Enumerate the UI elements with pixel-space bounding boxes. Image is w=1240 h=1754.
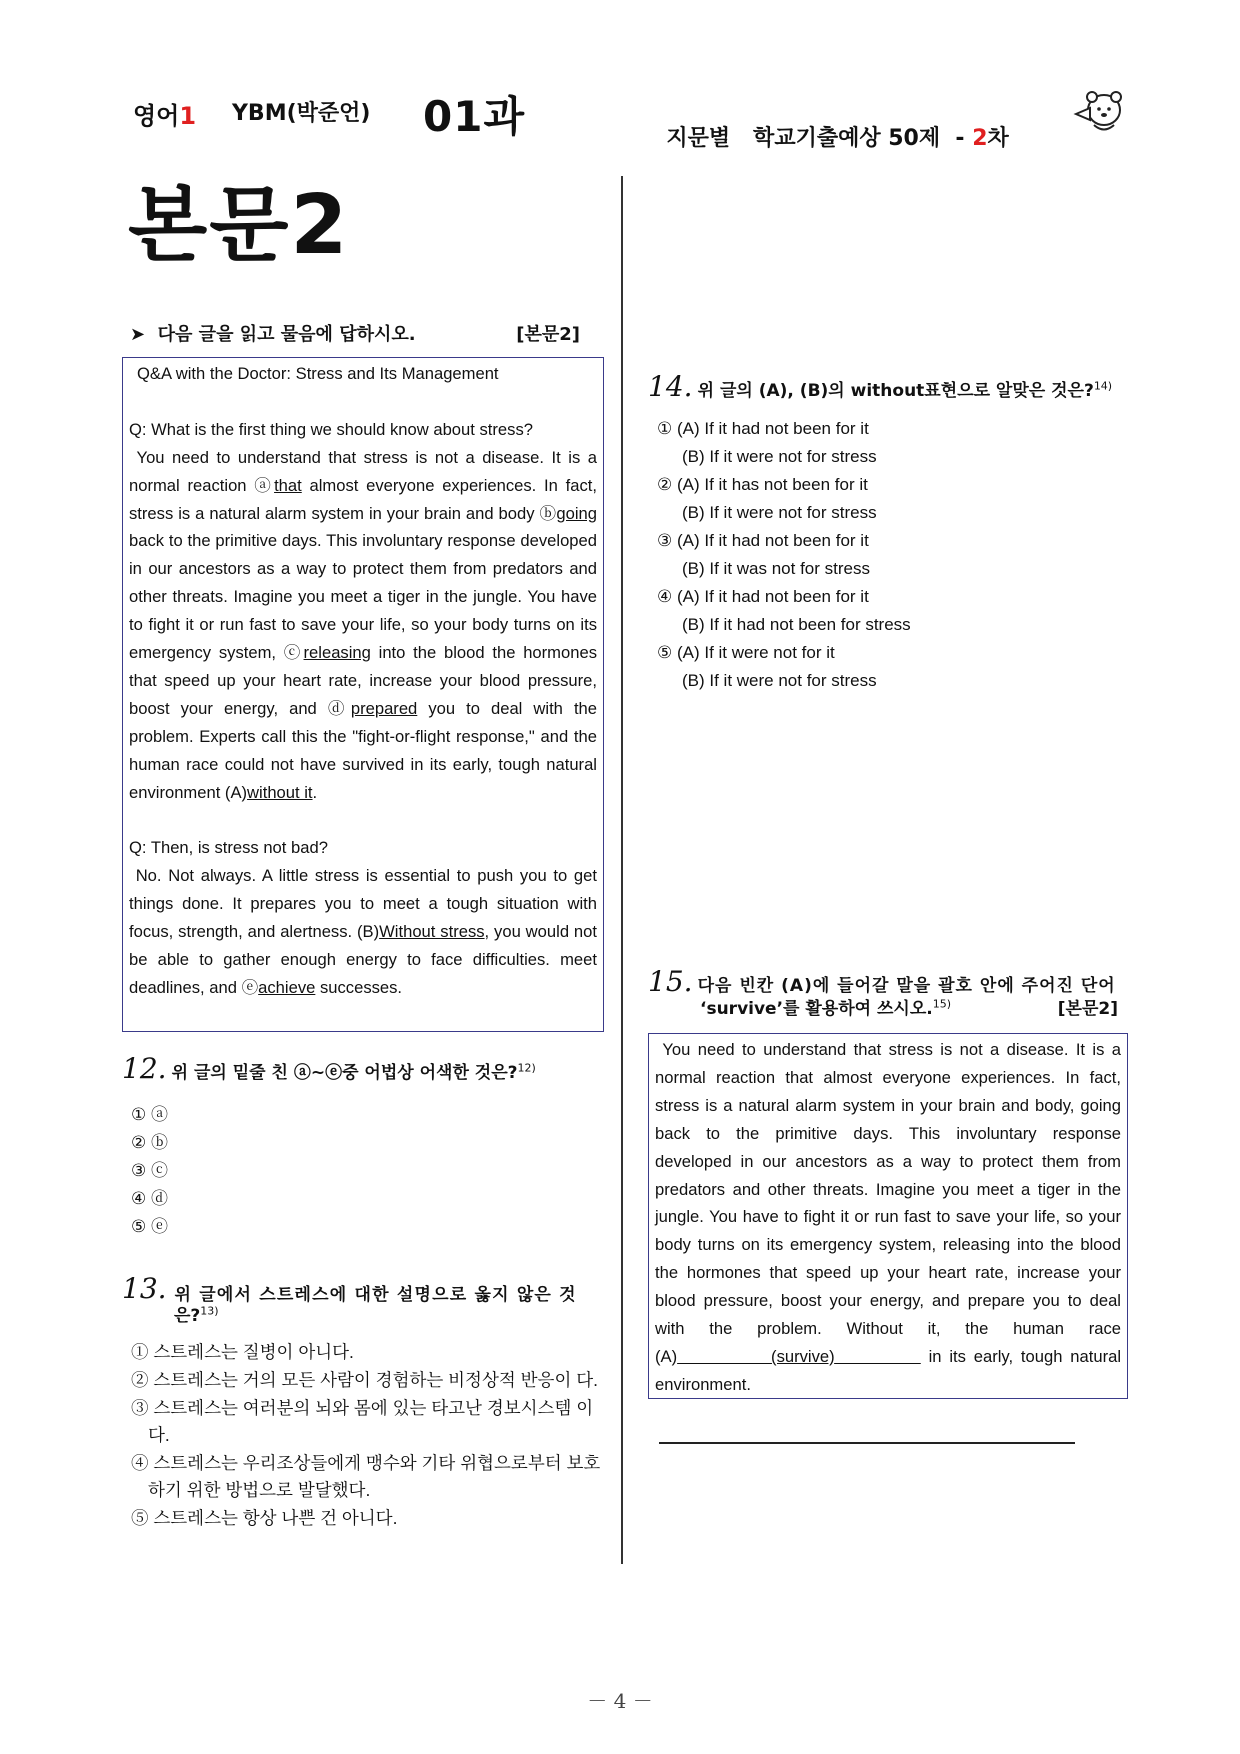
q15-answer-line[interactable] — [659, 1442, 1075, 1444]
q13-option-4[interactable]: ④ 스트레스는 우리조상들에게 맹수와 기타 위협으로부터 보호하기 위한 방법으로 발달했다. — [131, 1453, 601, 1500]
q15-passage-tag: [본문2] — [1057, 999, 1118, 1019]
question-13: 13. 위 글에서 스트레스에 대한 설명으로 옳지 않은 것 은?$^{13)}$ — [122, 1272, 577, 1326]
question-15: 15. 다음 빈칸 (A)에 들어갈 말을 괄호 안에 주어진 단어 ‘survive’를 활용하여 쓰시오.$^{15)}$ [본문2] — [648, 965, 1118, 1019]
q13-option-2[interactable]: ② 스트레스는 거의 모든 사람이 경험하는 비정상적 반응이 다. — [131, 1370, 598, 1390]
q12-option-3[interactable]: ③ ⓒ — [131, 1161, 168, 1180]
passage-paragraph-1: You need to understand that stress is not a disease. It is a normal reaction ⓐthat almost everyone experiences. In fact, stress is a natural alarm system in your brain and body ⓑgoing back to the primitive days. This involuntary response developed in our ancestors as a way to protect them from predators and other threats. Imagine you meet a tiger in the jungle. You have to fight it or run fast to save your life, so your body turns on its emergency system, ⓒreleasing into the blood the hormones that speed up your heart rate, increase your blood pressure, boost your energy, and ⓓprepared you to deal with the problem. Experts call this the "fight-or-flight response," and the human race could not have survived in its early, tough natural environment (A)without it. — [129, 447, 598, 802]
q14-option-3[interactable]: ③ (A) If it had not been for it (B) If it was not for stress — [657, 531, 870, 578]
publisher-label: YBM(박준언) — [232, 101, 371, 126]
column-divider — [621, 176, 623, 1564]
q15-passage-text: You need to understand that stress is not a disease. It is a normal reaction that almost everyone experiences. In fact, stress is a natural alarm system in your brain and body, going back to the primitive days. This involuntary response developed in our ancestors as a way to protect them from predators and other threats. Imagine you meet a tiger in the jungle. You have to fight it or run fast to save your life, so your body turns on its emergency system, releasing into the blood the hormones that speed up your heart rate, increase your blood pressure, boost your energy, and prepare you to deal with the problem. Without it, the human race (A) (survive) in its early, tough natural environment. — [655, 1040, 1122, 1394]
passage-question-1: Q: What is the first thing we should know about stress? — [129, 419, 533, 439]
q14-option-2[interactable]: ② (A) If it has not been for it (B) If it were not for stress — [657, 475, 877, 522]
q12-option-4[interactable]: ④ ⓓ — [131, 1189, 168, 1208]
arrow-icon: ➤ — [130, 324, 146, 345]
q12-options — [131, 1101, 168, 1241]
lesson-number: 01과 — [423, 92, 526, 141]
q13-option-3[interactable]: ③ 스트레스는 여러분의 뇌와 몸에 있는 타고난 경보시스템 이다. — [131, 1398, 594, 1445]
page-number: － 4 － — [587, 1689, 653, 1713]
q14-options — [657, 415, 911, 695]
instruction — [130, 320, 580, 346]
series-label: 지문별 학교기출예상 50제 - 2차 — [666, 126, 1009, 151]
q14-option-4[interactable]: ④ (A) If it had not been for it (B) If it had not been for stress — [657, 587, 911, 634]
q12-option-5[interactable]: ⑤ ⓔ — [131, 1217, 168, 1236]
section-title: 본문2 — [128, 178, 350, 273]
bear-mascot-icon — [1072, 86, 1124, 136]
q12-option-2[interactable]: ② ⓑ — [131, 1133, 168, 1152]
question-14: 14. 위 글의 (A), (B)의 without표현으로 알맞은 것은?$^{14)}$ — [648, 370, 1113, 403]
question-12: 12. 위 글의 밑줄 친 ⓐ~ⓔ중 어법상 어색한 것은?$^{12)}$ — [122, 1052, 536, 1085]
q15-blank[interactable]: (survive) — [771, 1346, 835, 1366]
passage-title: Q&A with the Doctor: Stress and Its Management — [137, 364, 499, 383]
instruction-text: 다음 글을 읽고 물음에 답하시오. — [157, 324, 416, 345]
q13-option-5[interactable]: ⑤ 스트레스는 항상 나쁜 건 아니다. — [131, 1508, 398, 1528]
q14-option-1[interactable]: ① (A) If it had not been for it (B) If it were not for stress — [657, 419, 877, 466]
q13-option-1[interactable]: ① 스트레스는 질병이 아니다. — [131, 1342, 354, 1362]
passage-tag: [본문2] — [516, 324, 580, 345]
q14-option-5[interactable]: ⑤ (A) If it were not for it (B) If it were not for stress — [657, 643, 877, 690]
passage-box — [122, 357, 604, 1032]
q13-options — [131, 1339, 601, 1533]
q12-option-1[interactable]: ① ⓐ — [131, 1105, 168, 1124]
q15-passage-box — [648, 1033, 1128, 1399]
passage-paragraph-2: No. Not always. A little stress is essential to push you to get things done. It prepares you to meet a tough situation with focus, strength, and alertness. (B)Without stress, you would not be able to gather enough energy to face difficulties. meet deadlines, and ⓔachieve successes. — [129, 866, 597, 997]
subject-label: 영어1 — [133, 102, 197, 130]
passage-question-2: Q: Then, is stress not bad? — [129, 838, 328, 858]
